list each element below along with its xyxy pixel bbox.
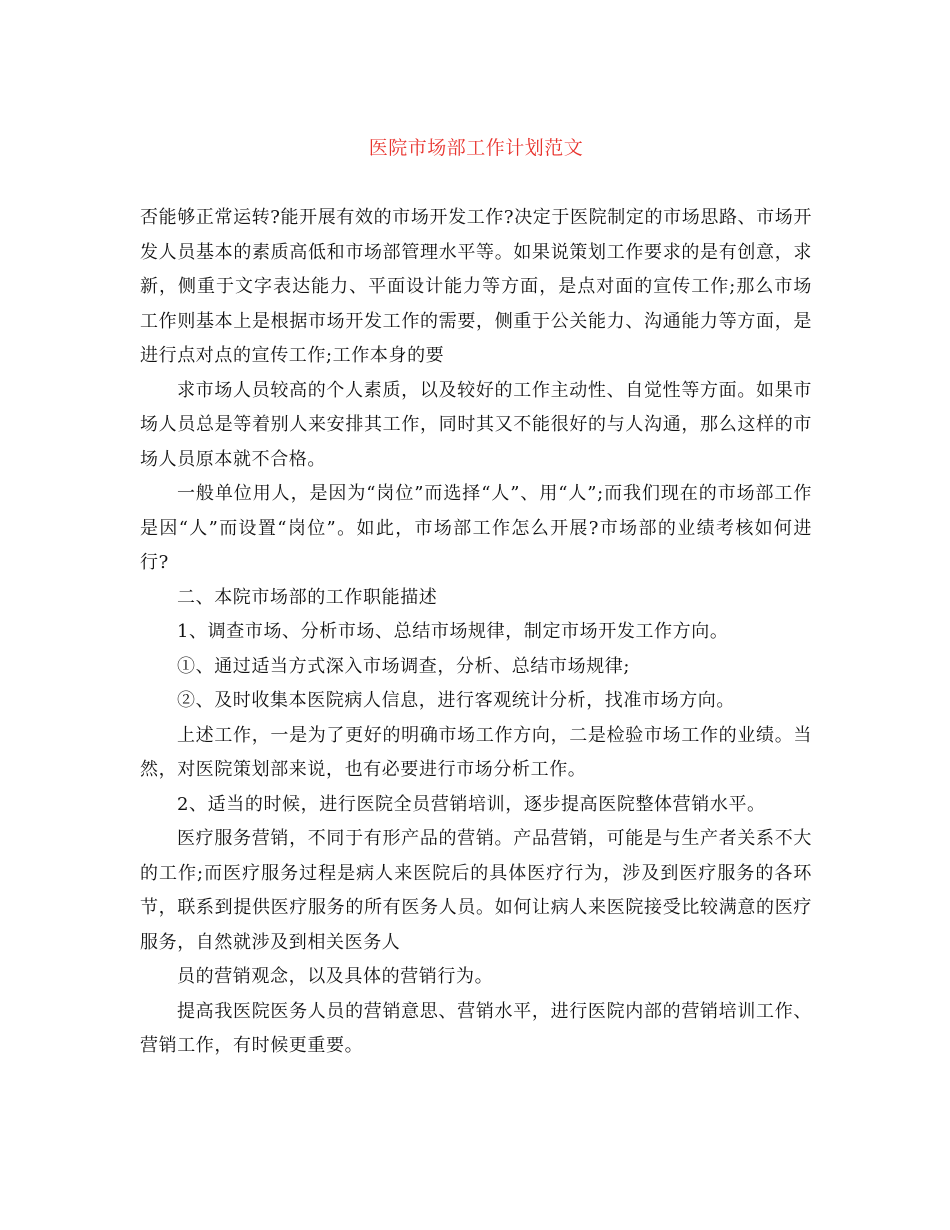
- body-paragraph: 医疗服务营销，不同于有形产品的营销。产品营销，可能是与生产者关系不大的工作;而医疗服务过程是病人来医院后的具体医疗行为，涉及到医疗服务的各环节，联系到提供医疗服务的所有医务人员。如何让病人来医院接受比较满意的医疗服务，自然就涉及到相关医务人: [140, 828, 812, 953]
- body-paragraph: 二、本院市场部的工作职能描述: [177, 586, 438, 608]
- body-paragraph: 一般单位用人，是因为“岗位”而选择“人”、用“人”;而我们现在的市场部工作是因“人”而设置“岗位”。如此，市场部工作怎么开展?市场部的业绩考核如何进行?: [140, 483, 812, 573]
- document-body: [140, 201, 812, 1064]
- body-paragraph: 2、适当的时候，进行医院全员营销培训，逐步提高医院整体营销水平。: [177, 793, 766, 815]
- body-paragraph: 提高我医院医务人员的营销意思、营销水平，进行医院内部的营销培训工作、营销工作，有时候更重要。: [140, 1000, 812, 1056]
- body-paragraph: ①、通过适当方式深入市场调查，分析、总结市场规律;: [177, 655, 631, 677]
- body-paragraph: 1、调查市场、分析市场、总结市场规律，制定市场开发工作方向。: [177, 621, 729, 642]
- body-paragraph: 上述工作，一是为了更好的明确市场工作方向，二是检验市场工作的业绩。当然，对医院策划部来说，也有必要进行市场分析工作。: [140, 724, 812, 780]
- body-paragraph: 求市场人员较高的个人素质，以及较好的工作主动性、自觉性等方面。如果市场人员总是等着别人来安排其工作，同时其又不能很好的与人沟通，那么这样的市场人员原本就不合格。: [140, 379, 812, 470]
- body-paragraph: 否能够正常运转?能开展有效的市场开发工作?决定于医院制定的市场思路、市场开发人员基本的素质高低和市场部管理水平等。如果说策划工作要求的是有创意，求新，侧重于文字表达能力、平面设计能力等方面，是点对面的宣传工作;那么市场工作则基本上是根据市场开发工作的需要，侧重于公关能力、沟通能力等方面，是进行点对点的宣传工作;工作本身的要: [140, 207, 812, 366]
- body-paragraph: ②、及时收集本医院病人信息，进行客观统计分析，找准市场方向。: [177, 690, 735, 711]
- body-paragraph: 员的营销观念，以及具体的营销行为。: [177, 966, 494, 987]
- document-title: 医院市场部工作计划范文: [368, 137, 584, 159]
